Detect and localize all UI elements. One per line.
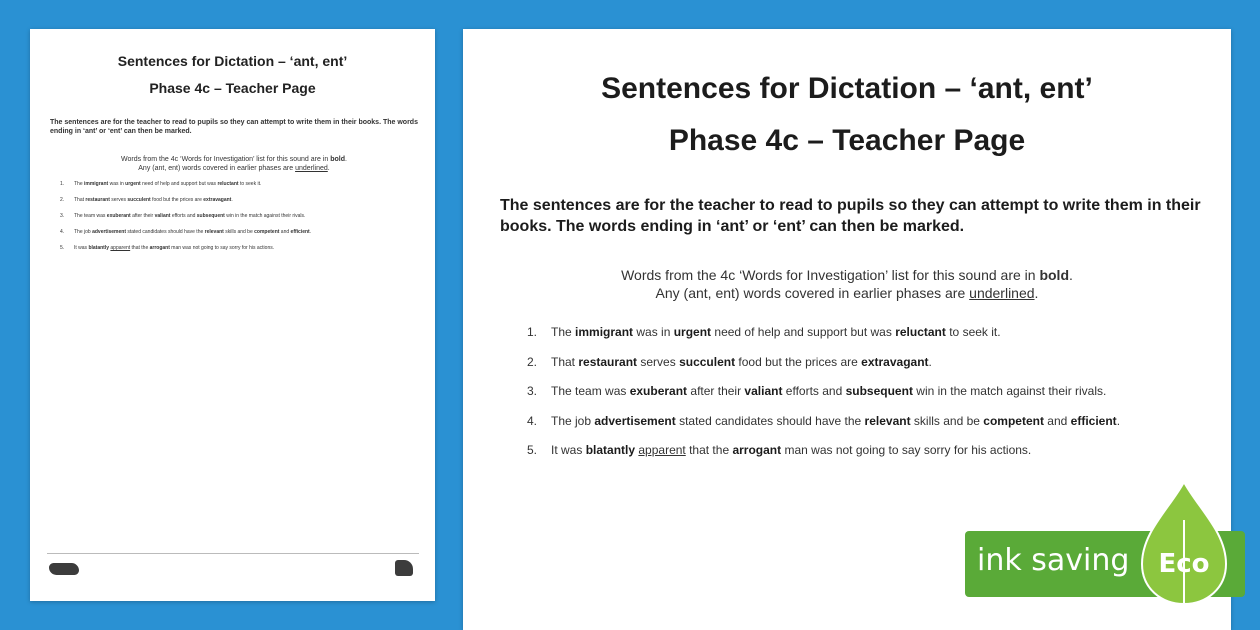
thumb-sentence-fragment: win in the match against their rivals. bbox=[224, 213, 306, 219]
thumb-sentence-fragment: to seek it. bbox=[238, 181, 262, 187]
sentence-number: 3. bbox=[527, 384, 538, 398]
sentence-fragment: The bbox=[551, 325, 576, 339]
sentence-item bbox=[527, 383, 1227, 413]
sentence-item bbox=[527, 354, 1227, 384]
thumb-sentence-number: 5. bbox=[60, 245, 65, 251]
thumb-sentence-fragment: and bbox=[279, 229, 291, 235]
sentence-fragment: efforts and bbox=[782, 384, 846, 398]
note-bold: bold bbox=[1039, 267, 1069, 283]
thumb-sentence-item bbox=[60, 181, 420, 197]
sentence-item bbox=[527, 324, 1227, 354]
twinkl-logo-icon bbox=[49, 563, 79, 575]
sentence-fragment: to seek it. bbox=[945, 325, 1001, 339]
thumb-sentence-fragment: . bbox=[231, 197, 233, 203]
sentence-item bbox=[527, 413, 1227, 443]
eco-leaf-icon bbox=[1136, 480, 1232, 615]
sentence-underlined-word: apparent bbox=[638, 443, 686, 457]
sentence-bold-word: succulent bbox=[679, 354, 736, 369]
thumb-sentence-fragment: man was not going to say sorry for his actions. bbox=[169, 245, 275, 251]
note-text: Words from the 4c ‘Words for Investigation’ list for this sound are in bbox=[621, 267, 1040, 283]
thumb-sentence-fragment: was in bbox=[108, 181, 126, 187]
thumb-note bbox=[50, 155, 418, 173]
sentence-number: 5. bbox=[527, 443, 538, 457]
note-underlined: underlined bbox=[969, 285, 1035, 301]
sentence-fragment: That bbox=[551, 354, 579, 369]
word-key-note bbox=[463, 266, 1231, 302]
eco-label: Eco bbox=[1158, 549, 1210, 579]
sentence-item bbox=[527, 442, 1227, 472]
sentence-number: 4. bbox=[527, 413, 538, 428]
sentence-fragment: The team was bbox=[551, 384, 630, 398]
thumb-sentence-bold-word: valiant bbox=[154, 213, 171, 219]
footer-badge-icon bbox=[395, 560, 413, 576]
note-text: . bbox=[1034, 285, 1039, 301]
thumbnail-page-preview bbox=[30, 29, 435, 601]
thumb-sentence-fragment: need of help and support but was bbox=[140, 181, 218, 187]
thumb-intro: The sentences are for the teacher to read to pupils so they can attempt to write them in their books. The words ending in ‘ant’ or ‘ent’ can then be marked. bbox=[50, 119, 418, 135]
sentence-text bbox=[551, 413, 1120, 443]
thumb-sentence-number: 2. bbox=[60, 197, 65, 203]
sentence-bold-word: reluctant bbox=[895, 325, 946, 339]
thumb-sentence-bold-word: extravagant bbox=[203, 197, 232, 203]
thumb-sentence-fragment: The team was bbox=[74, 213, 107, 219]
sentence-bold-word: urgent bbox=[673, 325, 712, 339]
sentence-fragment: It was bbox=[551, 443, 586, 457]
sentence-bold-word: efficient bbox=[1070, 413, 1117, 428]
thumb-note-text: Words from the 4c ‘Words for Investigation’ list for this sound are in bbox=[121, 156, 331, 163]
sentence-bold-word: relevant bbox=[864, 413, 911, 428]
sentence-bold-word: exuberant bbox=[629, 384, 688, 398]
thumb-sentence-fragment: serves bbox=[109, 197, 128, 203]
thumb-sentence-bold-word: urgent bbox=[125, 181, 141, 187]
sentence-fragment: and bbox=[1043, 413, 1071, 428]
thumb-sentence-bold-word: restaurant bbox=[85, 197, 110, 203]
thumb-sentence-fragment: The job bbox=[74, 229, 93, 235]
thumb-sentence-bold-word: immigrant bbox=[84, 181, 109, 187]
sentence-bold-word: arrogant bbox=[732, 443, 782, 457]
thumb-sentence-text bbox=[74, 181, 261, 197]
thumb-sentence-bold-word: competent bbox=[254, 229, 280, 235]
thumb-sentence-underlined-word: apparent bbox=[110, 245, 131, 251]
thumb-sentence-bold-word: succulent bbox=[127, 197, 151, 203]
thumb-note-text: . bbox=[345, 156, 347, 163]
sentence-fragment: stated candidates should have the bbox=[675, 413, 865, 428]
sentence-text bbox=[551, 324, 1001, 354]
thumb-title-line1: Sentences for Dictation – ‘ant, ent’ bbox=[117, 53, 348, 69]
thumb-title-line2: Phase 4c – Teacher Page bbox=[149, 80, 316, 96]
sentence-fragment: man was not going to say sorry for his actions. bbox=[781, 443, 1032, 457]
page-title-line2: Phase 4c – Teacher Page bbox=[668, 124, 1026, 157]
thumb-note-text: . bbox=[327, 165, 330, 172]
thumb-sentence-number: 3. bbox=[60, 213, 65, 219]
sentence-list bbox=[527, 324, 1227, 472]
intro-paragraph: The sentences are for the teacher to read to pupils so they can attempt to write them in their books. The words ending in ‘ant’ or ‘ent’ can then be marked. bbox=[500, 197, 1201, 235]
thumb-sentence-bold-word: efficient bbox=[290, 229, 310, 235]
thumb-sentence-number: 4. bbox=[60, 229, 65, 235]
thumb-sentence-fragment: that the bbox=[130, 245, 150, 251]
sentence-fragment: was in bbox=[633, 325, 674, 339]
thumb-sentence-text bbox=[74, 213, 305, 229]
thumb-sentence-text bbox=[74, 229, 311, 245]
thumb-sentence-bold-word: exuberant bbox=[106, 213, 131, 219]
thumb-sentence-list bbox=[60, 181, 420, 261]
thumb-sentence-fragment: after their bbox=[130, 213, 155, 219]
sentence-fragment: food but the prices are bbox=[735, 354, 862, 369]
sentence-text bbox=[551, 442, 1031, 472]
sentence-text bbox=[551, 354, 932, 384]
sentence-fragment: after their bbox=[687, 384, 745, 398]
thumb-sentence-text bbox=[74, 245, 274, 261]
sentence-bold-word: extravagant bbox=[861, 354, 929, 369]
sentence-bold-word: competent bbox=[983, 413, 1044, 428]
thumb-sentence-bold-word: blatantly bbox=[88, 245, 110, 251]
thumb-sentence-fragment: That bbox=[74, 197, 86, 203]
sentence-fragment: win in the match against their rivals. bbox=[912, 384, 1107, 398]
ink-saving-label: ink saving bbox=[977, 543, 1130, 578]
thumb-sentence-item bbox=[60, 229, 420, 245]
note-text: Any (ant, ent) words covered in earlier phases are bbox=[655, 285, 970, 301]
sentence-bold-word: valiant bbox=[744, 384, 783, 398]
thumb-sentence-item bbox=[60, 197, 420, 213]
thumb-sentence-number: 1. bbox=[60, 181, 65, 187]
thumb-sentence-bold-word: advertisement bbox=[92, 229, 126, 235]
thumb-sentence-fragment: food but the prices are bbox=[150, 197, 204, 203]
sentence-bold-word: blatantly bbox=[585, 443, 636, 457]
sentence-bold-word: subsequent bbox=[845, 384, 913, 398]
thumb-sentence-bold-word: subsequent bbox=[196, 213, 225, 219]
page-title-line1: Sentences for Dictation – ‘ant, ent’ bbox=[601, 72, 1093, 105]
sentence-bold-word: immigrant bbox=[575, 325, 634, 339]
sentence-fragment: . bbox=[928, 354, 932, 369]
thumb-sentence-fragment: efforts and bbox=[170, 213, 197, 219]
thumb-sentence-text bbox=[74, 197, 233, 213]
sentence-number: 1. bbox=[527, 325, 538, 339]
thumb-sentence-bold-word: relevant bbox=[204, 229, 224, 235]
thumb-sentence-fragment: The bbox=[74, 181, 85, 187]
sentence-fragment: . bbox=[1116, 413, 1121, 428]
thumb-sentence-bold-word: reluctant bbox=[217, 181, 239, 187]
thumb-note-underlined: underlined bbox=[295, 165, 328, 172]
sentence-fragment: that the bbox=[685, 443, 733, 457]
thumb-footer-divider bbox=[47, 553, 419, 554]
thumb-sentence-fragment: skills and be bbox=[223, 229, 255, 235]
sentence-fragment: need of help and support but was bbox=[711, 325, 896, 339]
sentence-fragment: The job bbox=[551, 413, 595, 428]
sentence-bold-word: advertisement bbox=[594, 413, 676, 428]
note-text: . bbox=[1069, 267, 1073, 283]
thumb-sentence-item bbox=[60, 245, 420, 261]
thumb-note-bold: bold bbox=[330, 156, 345, 163]
thumb-note-text: Any (ant, ent) words covered in earlier phases are bbox=[138, 165, 296, 172]
sentence-fragment: serves bbox=[637, 354, 680, 369]
thumb-sentence-fragment: . bbox=[309, 229, 312, 235]
sentence-text bbox=[551, 383, 1106, 413]
sentence-bold-word: restaurant bbox=[578, 354, 638, 369]
sentence-number: 2. bbox=[527, 354, 538, 369]
thumb-sentence-fragment: stated candidates should have the bbox=[125, 229, 205, 235]
thumb-sentence-item bbox=[60, 213, 420, 229]
thumb-sentence-bold-word: arrogant bbox=[149, 245, 170, 251]
sentence-fragment: skills and be bbox=[910, 413, 984, 428]
thumb-sentence-fragment: It was bbox=[74, 245, 89, 251]
